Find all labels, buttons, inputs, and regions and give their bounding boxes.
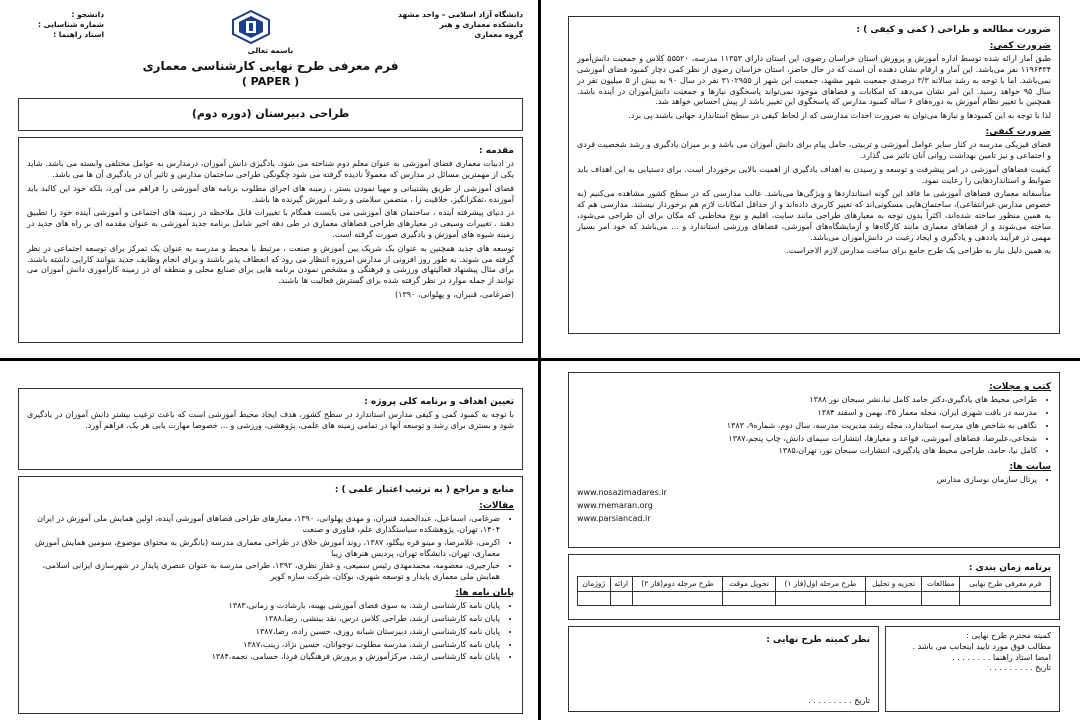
qualitative-paragraph: کیفیت فضاهای آموزشی در امر پیشرفت و توسعه و رسیدن به اهداف یادگیری از اهمیت بالایی برخوردار است. برای دستیابی به این اهداف باید ضوابط و استانداردهایی را رعایت نمود. — [577, 164, 1051, 185]
intro-paragraph: در دنیای پیشرفته آینده ، ساختمان های آموزشی می بایست همگام با تغییرات قابل ملاحظه در زمینه های اجتماعی و آموزشی آینده خود را تطبیق دهند . تغییرات وسیعی در معیارهای طراحی فضاهای معماری در طی دهه اخیر شامل برنامه جدید آموزشی به عنوان مقدمه ای بر راه های جدید در زمینه شیوه های آموزش و یادگیری صورت گرفته است. — [27, 208, 514, 239]
advisor-approval-box — [885, 626, 1060, 712]
faculty-name: دانشکده معماری و هنر — [439, 20, 523, 30]
schedule-column: تجزیه و تحلیل — [866, 577, 922, 592]
schedule-cell — [610, 592, 632, 606]
introduction-heading: مقدمه : — [478, 146, 514, 156]
schedule-column: فرم معرفی طرح نهایی — [960, 577, 1051, 592]
quantitative-paragraph: طبق آمار ارائه شده توسط اداره آموزش و پرورش استان خراسان رضوی، این استان دارای ۱۱۳۵۳ مدرسه، ۵۵۵۲۰ کلاس و جمعیت دانش‌آموز ۱۱۹۶۴۳۴ نفر می‌باشد. این آمار و ارقام نشان دهنده آن است که در حال حاضر، استان خراسان رضوی از نظر کمی دچار کمبود فضای آموزشی نمی‌باشد. اما با توجه به رشد سالانه ۳/۳ درصدی جمعیت شهر مشهد، جمعیت این شهر از ۳۱۰۲۹۵۵ نفر در سال ۹۰ به بیش از ۵ میلیون نفر در سال ۹۵ خواهد رسید. این امر نشان می‌دهد که امکانات و فضاهای موجود نمی‌تواند پاسخگوی نیازها و جمعیت دانش‌آموزان در آینده باشد. همچنین با تغییر نظام آموزش به دوره‌های ۶ ساله کمبود مدارس که پاسخگوی این تغییر باشد از پیش احساس خواهد شد. — [577, 54, 1052, 107]
article-item: • خبازجیری، معصومه، محمدمهدی رئیس سمیعی، و غفار نظری، ۱۳۹۲، طراحی مدرسه به عنوان عنصری پایدار در شهرسازی ایرانی اسلامی، همایش ملی معماری پایدار و توسعه شهری، بوکان، شرکت سازه کویر — [27, 561, 500, 583]
book-item: • نگاهی به شاخص های مدرسه استاندارد، مجله رشد مدیریت مدرسه، سال دوم، شماره۹، ۱۳۸۳ — [577, 421, 1037, 432]
schedule-cell — [922, 592, 960, 606]
university-name: دانشگاه آزاد اسلامی – واحد مشهد — [398, 10, 523, 19]
approval-line: مطالب فوق مورد تایید اینجانب می باشد . — [912, 641, 1051, 651]
schedule-column: طرح مرحله دوم(فاز ۲) — [632, 577, 723, 592]
book-item: • شجاعی،علیرضا، فضاهای آموزشی، قواعد و معیارها، انتشارات سیمای دانش، چاپ پنجم،۱۳۸۷ — [577, 434, 1037, 445]
approval-row — [568, 626, 1060, 712]
references-box — [18, 476, 523, 714]
form-title: فرم معرفی طرح نهایی کارشناسی معماری — [142, 59, 399, 74]
goals-text: با توجه به کمبود کمی و کیفی مدارس استاندارد در سطح کشور، هدف ایجاد محیط آموزشی است که باعث ترغیب بیشتر دانش آموزان در یادگیری شود و بستری برای رشد و توسعه آنها در تمامی زمینه های علمی، پژوهشی، ورزشی و ... خصوصا مهارت یابی هر یک، فراهم آورد. — [27, 410, 514, 430]
books-list — [577, 395, 1051, 457]
thesis-item: • پایان نامه کارشناسی ارشد، مرکزآموزش و پرورش فرهنگیان فردا، حسامی، نجمه،۱۳۸۴ — [27, 652, 500, 663]
theses-list — [27, 601, 514, 663]
books-heading: کتب و مجلات: — [989, 382, 1051, 392]
thesis-item: • پایان نامه کارشناسی ارشد، مدرسه مطلوب نوجوانان، حسین نژاد، زینب،۱۳۸۷ — [27, 640, 500, 651]
committee-box — [568, 626, 879, 712]
intro-paragraph: در ادبیات معماری فضای آموزشی به عنوان معلم دوم شناخته می شود. یادگیری دانش آموزان، درمدارس به عوامل مختلفی وابسته می باشد. شاید یکی از مهمترین مسائل در مدارس که معمولاً نادیده گرفته می شود چگونگی طراحی ساختمان مدارس و تاثیر آن در یادگیری آن ها می باشد. — [27, 159, 514, 179]
site-item: • پرتال سازمان نوسازی مدارس — [577, 475, 1037, 486]
university-logo — [231, 10, 271, 44]
references-heading: منابع و مراجع ( به ترتیب اعتبار علمی ) : — [334, 485, 514, 495]
schedule-column: طرح مرحله اول(فاز ۱) — [775, 577, 865, 592]
sites-heading: سایت ها: — [1009, 462, 1051, 473]
sites-list — [577, 475, 1051, 524]
intro-citation: (ضرغامی، قنبران، و پهلوانی، ۱۳۹۰) — [395, 289, 514, 299]
intro-paragraph: توسعه های جدید همچنین به عنوان یک شریک بین آموزش و صنعت ، مرتبط با محیط و مدرسه به عنوان یک تمرکز برای توسعه اجتماعی در نظر گرفته می شوند. به طور روز افزونی از مدارس امروزه انتظار می رود که انعطاف پذیر باشند و برای انجام وظایف جدید بتوانند کارایی داشته باشند. برای مثال پیشنهاد فعالیتهای ورزشی و فرهنگی و مشخص نمودن برنامه هایی برای صنایع محلی و منطقه ای در زمینه کارآموزی دانش آموزان می توانند از جمله موارد در نظر گرفته شده برای گسترش فعالیت ها باشند. — [27, 243, 514, 286]
schedule-column: تحویل موقت — [723, 577, 775, 592]
advisor-signature-line: امضا استاد راهنما . . . . . . . . — [952, 652, 1051, 662]
approval-date-line: تاریخ . . . . . . . . . — [989, 663, 1051, 673]
page-top-left — [18, 10, 523, 350]
necessity-heading: ضرورت مطالعه و طراحی ( کمی و کیفی ) : — [856, 25, 1051, 35]
book-item: • کامل نیا، حامد، طراحی محیط های یادگیری، انتشارات سبحان نور، تهران،۱۳۸۵ — [577, 446, 1037, 457]
books-sites-box — [568, 372, 1060, 548]
schedule-column: مطالعات — [922, 577, 960, 592]
schedule-cell — [775, 592, 865, 606]
schedule-column: ارائه — [610, 577, 632, 592]
approval-line: کمیته محترم طرح نهایی : — [966, 631, 1051, 640]
book-item: • مدرسه در بافت شهری ایران، مجله معمار ۳۵، بهمن و اسفند ۱۳۸۴ — [577, 408, 1037, 419]
article-item: • اکرمی، غلامرضا، و مینو قره بیگلو، ۱۳۸۷، روند آموزش خلاق در طراحی معماری مدرسه (بانگرش به محتوای موضوع، سومین همایش آموزش معماری، تهران، دانشگاه تهران، پردیس هنرهای زیبا — [27, 538, 500, 560]
schedule-cell — [960, 592, 1051, 606]
goals-heading: تعیین اهداف و برنامه کلی پروژه : — [364, 397, 514, 407]
schedule-cell — [866, 592, 922, 606]
committee-heading: نظر کمیته طرح نهایی : — [766, 635, 870, 645]
schedule-cell — [632, 592, 723, 606]
schedule-column: ژوژمان — [578, 577, 611, 592]
page-bottom-right — [568, 372, 1060, 714]
articles-list — [27, 514, 514, 583]
quantitative-paragraph: لذا با توجه به این کمبودها و نیازها می‌توان به ضرورت احداث مدارسی که از لحاظ کیفی در سطح استاندارد جهانی باشند پی برد. — [628, 111, 1051, 121]
qualitative-paragraph: متأسفانه معماری فضاهای آموزشی ما فاقد این گونه استانداردها و ویژگی‌ها می‌باشد. غالب مدارسی که در سطح کشور مشاهده می‌کنیم (به خصوص مدارس غیرانتفاعی)، ساختمان‌هایی مسکونی‌اند که تغییر کاربری داده‌اند و از حداقل امکانات لازم هم برخوردار نیستند. مدارسی هم که به همین منظور ساخته شده‌اند، اکثراً بدون توجه به معیارهای طراحی مانند سایت، اقلیم و نوع مخاطبی که مکان برای آن طراحی می‌شود، ساخته می‌شوند و از فضاهای معماری مانند کارگاه‌ها و آزمایشگاه‌های آموزشی، فضاهای ورزشی استاندارد و ... می‌باشد که خود امر بسیار مهمی در فرآیند یاددهی و یادگیری و ایجاد رغبت در دانش‌آموزان می‌باشد. — [577, 189, 1051, 242]
project-title-box — [18, 98, 523, 131]
university-header — [398, 10, 523, 44]
student-id-label: شماره شناسایی : — [38, 20, 105, 30]
thesis-item: • پایان نامه کارشناسی ارشد، به سوی فضای آموزشی بهینه، بارشادت و زمانی،۱۳۸۳ — [27, 601, 500, 612]
schedule-box — [568, 554, 1060, 620]
thesis-item: • پایان نامه کارشناسی ارشد، دبیرستان شبانه روزی، حسین زاده، رضا،۱۳۸۷ — [27, 627, 500, 638]
bismillah-text: باسمه تعالی — [247, 46, 294, 55]
horizontal-page-divider — [0, 358, 1080, 361]
book-item: • طراحی محیط های یادگیری،دکتر حامد کامل نیا،نشر سبحان نور ۱۳۸۸ — [577, 395, 1037, 406]
project-title: طراحی دبیرستان (دوره دوم) — [191, 107, 350, 121]
theses-heading: پایان نامه ها: — [455, 588, 514, 599]
schedule-heading: برنامه زمان بندی : — [968, 563, 1051, 573]
department-name: گروه معماری — [474, 30, 523, 40]
intro-paragraph: فضای آموزشی از طریق پشتیبانی و مهیا نمودن بستر ، زمینه های اجرای مطلوب برنامه های آموزشی را فراهم می آورد، بلکه خود این کالبد باید آموزنده ،تفکرانگیز، خلاقیت زا ، متضمن سلامتی و رشد آموزش گیرنده ها باشد. — [27, 183, 514, 204]
articles-heading: مقالات: — [479, 501, 514, 512]
introduction-box — [18, 137, 523, 343]
paper-label: ( PAPER ) — [241, 75, 300, 89]
student-label: دانشجو : — [71, 10, 105, 19]
qualitative-heading: ضرورت کیفی: — [985, 127, 1051, 138]
advisor-label: استاد راهنما : — [53, 30, 105, 40]
goals-box — [18, 388, 523, 470]
site-link[interactable]: • www.parsiancad.ir — [577, 514, 1037, 525]
schedule-table — [577, 576, 1051, 606]
page-top-right — [568, 16, 1060, 334]
quantitative-heading: ضرورت کمی: — [989, 41, 1051, 52]
qualitative-paragraph: فضای فیزیکی مدرسه در کنار سایر عوامل آموزشی و تربیتی، حامل پیام برای دانش آموزان می باشد و بر میزان یادگیری و رشد شخصیت فردی و اجتماعی و نیز تامین بهداشت روانی آنان تاثیر می گذارد. — [577, 140, 1051, 160]
schedule-cell — [578, 592, 611, 606]
student-header — [38, 10, 104, 44]
schedule-cell — [723, 592, 775, 606]
site-link[interactable]: • www.nosazimadares.ir — [577, 488, 1037, 499]
committee-date-line: تاریخ . . . . . . . . . — [808, 696, 870, 706]
thesis-item: • پایان نامه کارشناسی ارشد، طراحی کلاس درس، نقد بینشی، رضا،۱۳۸۸ — [27, 614, 500, 625]
site-link[interactable]: • www.memaran.org — [577, 501, 1037, 512]
qualitative-paragraph: به همین دلیل نیاز به طراحی یک طرح جامع برای ساخت مدارس لازم الاجراست. — [786, 246, 1051, 256]
page-bottom-left — [18, 388, 523, 714]
article-item: • ضرغامی، اسماعیل، عبدالحمید قنبران، و مهدی پهلوانی، ۱۳۹۰، معیارهای طراحی فضاهای آموزشی آینده، اولین همایش ملی آموزش در ایران ۱۴۰۴، تهران، پژوهشکده سیاستگذاری علم، فناوری و صنعت — [27, 514, 500, 536]
